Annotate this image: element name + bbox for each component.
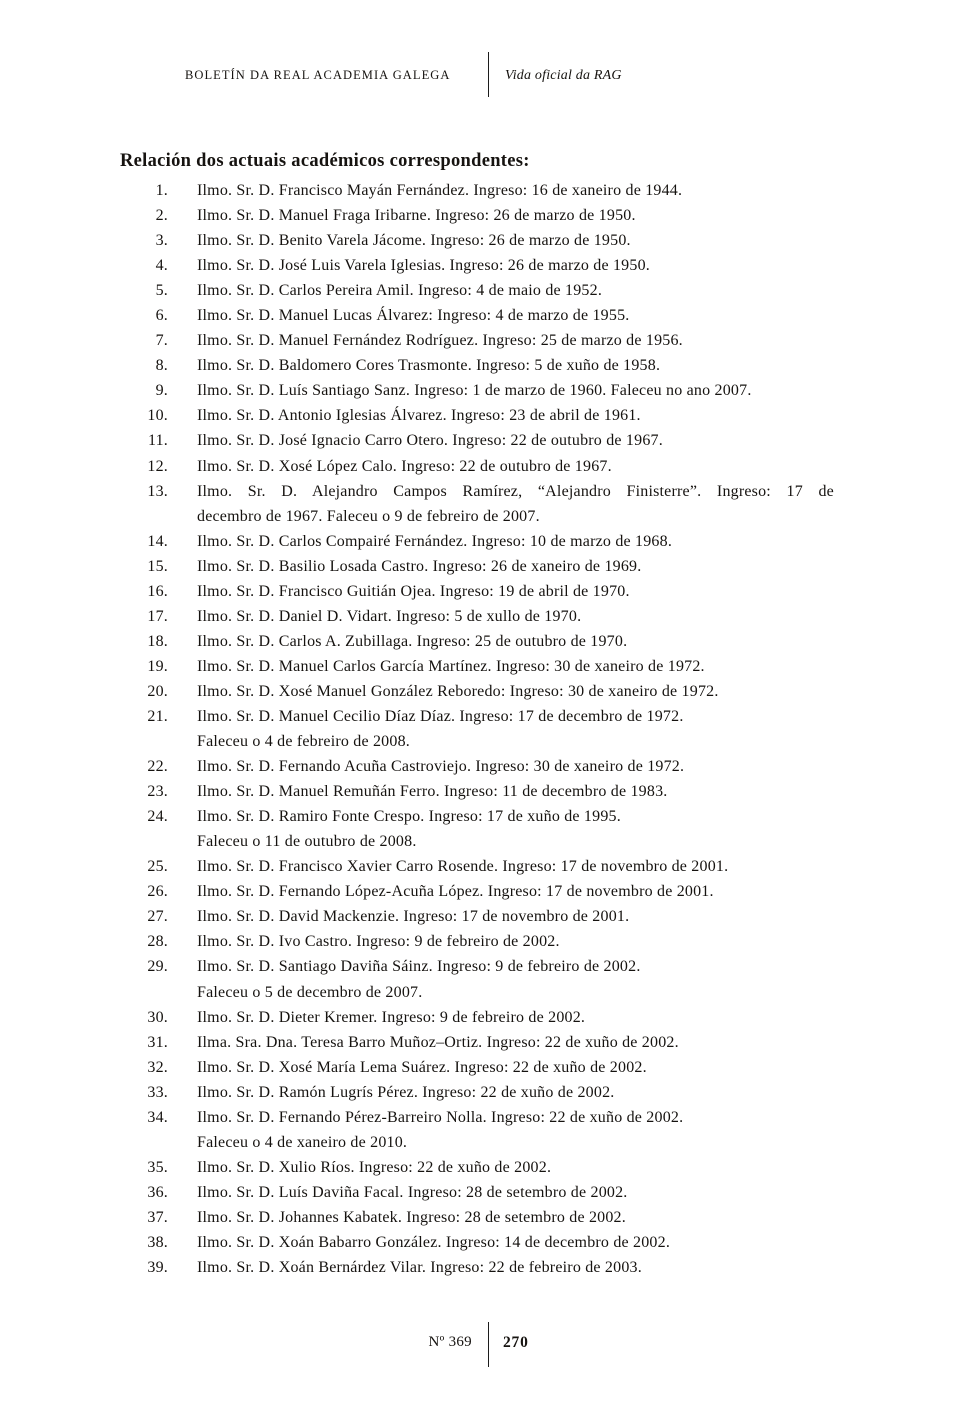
list-item	[120, 1080, 834, 1105]
list-item	[120, 1155, 834, 1180]
item-number: 10.	[147, 407, 168, 425]
item-number: 38.	[147, 1233, 168, 1251]
list-item	[120, 178, 834, 203]
list-item	[120, 804, 834, 854]
list-item	[120, 754, 834, 779]
list-item	[120, 954, 834, 1004]
list-item	[120, 704, 834, 754]
list-item	[120, 403, 834, 428]
item-line: Ilmo. Sr. D. Santiago Daviña Sáinz. Ingreso: 9 de febreiro de 2002.	[197, 958, 641, 976]
item-number: 21.	[147, 707, 168, 725]
item-line: Ilmo. Sr. D. David Mackenzie. Ingreso: 17 de novembro de 2001.	[197, 908, 630, 926]
item-number: 33.	[147, 1083, 168, 1101]
item-line: Ilmo. Sr. D. Francisco Xavier Carro Rosende. Ingreso: 17 de novembro de 2001.	[197, 858, 729, 876]
section-title: Vida oficial da RAG	[505, 67, 622, 83]
item-text	[197, 178, 834, 203]
item-text	[197, 754, 834, 779]
list-item	[120, 454, 834, 479]
list-item	[120, 303, 834, 328]
item-number: 22.	[147, 758, 168, 776]
item-line: Ilmo. Sr. D. Luís Daviña Facal. Ingreso: 28 de setembro de 2002.	[197, 1183, 628, 1201]
item-text	[197, 1080, 834, 1105]
item-number: 37.	[147, 1208, 168, 1226]
list-item	[120, 428, 834, 453]
item-number: 26.	[147, 883, 168, 901]
list-item	[120, 904, 834, 929]
item-number: 2.	[155, 207, 168, 225]
item-line: Ilmo. Sr. D. Manuel Lucas Álvarez: Ingreso: 4 de marzo de 1955.	[197, 307, 630, 325]
item-number: 17.	[147, 607, 168, 625]
item-text	[197, 353, 834, 378]
item-line: Ilmo. Sr. D. Manuel Carlos García Martínez. Ingreso: 30 de xaneiro de 1972.	[197, 657, 705, 675]
item-number: 9.	[155, 382, 168, 400]
item-line: Ilmo. Sr. D. Johannes Kabatek. Ingreso: 28 de setembro de 2002.	[197, 1208, 626, 1226]
item-text	[197, 779, 834, 804]
item-text	[197, 1255, 834, 1280]
list-item	[120, 929, 834, 954]
item-text	[197, 253, 834, 278]
item-line: Ilmo. Sr. D. Xosé María Lema Suárez. Ingreso: 22 de xuño de 2002.	[197, 1058, 647, 1076]
item-text	[197, 278, 834, 303]
item-number: 25.	[147, 858, 168, 876]
item-number: 20.	[147, 682, 168, 700]
item-text	[197, 679, 834, 704]
item-number: 3.	[155, 232, 168, 250]
journal-title: BOLETÍN DA REAL ACADEMIA GALEGA	[185, 68, 451, 82]
item-line: Ilmo. Sr. D. Ramón Lugrís Pérez. Ingreso: 22 de xuño de 2002.	[197, 1083, 615, 1101]
item-text	[197, 804, 834, 854]
item-text	[197, 203, 834, 228]
list-item	[120, 1180, 834, 1205]
item-line: Ilma. Sra. Dna. Teresa Barro Muñoz–Ortiz. Ingreso: 22 de xuño de 2002.	[197, 1033, 679, 1051]
list-item	[120, 1105, 834, 1155]
item-line: Ilmo. Sr. D. Francisco Guitián Ojea. Ingreso: 19 de abril de 1970.	[197, 582, 630, 600]
item-line: Ilmo. Sr. D. Manuel Remuñán Ferro. Ingreso: 11 de decembro de 1983.	[197, 783, 668, 801]
item-number: 16.	[147, 582, 168, 600]
item-line: Ilmo. Sr. D. Xoán Bernárdez Vilar. Ingreso: 22 de febreiro de 2003.	[197, 1259, 642, 1277]
item-number: 13.	[147, 482, 168, 500]
item-line: Ilmo. Sr. D. Xosé López Calo. Ingreso: 22 de outubro de 1967.	[197, 457, 612, 475]
footer-divider	[488, 1322, 489, 1367]
list-item	[120, 654, 834, 679]
item-text	[197, 479, 834, 529]
page-title: Relación dos actuais académicos correspondentes:	[120, 151, 530, 171]
list-item	[120, 604, 834, 629]
item-text	[197, 1180, 834, 1205]
item-line: Ilmo. Sr. D. Antonio Iglesias Álvarez. Ingreso: 23 de abril de 1961.	[197, 407, 641, 425]
item-text	[197, 1230, 834, 1255]
item-number: 39.	[147, 1259, 168, 1277]
item-line: Ilmo. Sr. D. José Luis Varela Iglesias. Ingreso: 26 de marzo de 1950.	[197, 257, 650, 275]
item-line: Ilmo. Sr. D. Fernando Acuña Castroviejo. Ingreso: 30 de xaneiro de 1972.	[197, 758, 685, 776]
item-number: 34.	[147, 1108, 168, 1126]
item-text	[197, 228, 834, 253]
item-text	[197, 1205, 834, 1230]
list-item	[120, 854, 834, 879]
list-item	[120, 679, 834, 704]
header-divider	[488, 52, 489, 97]
item-line: Faleceu o 4 de xaneiro de 2010.	[197, 1133, 408, 1151]
item-line: Faleceu o 4 de febreiro de 2008.	[197, 733, 410, 751]
list-item	[120, 278, 834, 303]
item-text	[197, 1055, 834, 1080]
item-number: 28.	[147, 933, 168, 951]
item-line: Ilmo. Sr. D. Ramiro Fonte Crespo. Ingreso: 17 de xuño de 1995.	[197, 808, 621, 826]
item-line: Faleceu o 5 de decembro de 2007.	[197, 983, 423, 1001]
list-item	[120, 529, 834, 554]
item-line: decembro de 1967. Faleceu o 9 de febreiro de 2007.	[197, 507, 540, 525]
item-line: Ilmo. Sr. D. Dieter Kremer. Ingreso: 9 de febreiro de 2002.	[197, 1008, 586, 1026]
item-line: Ilmo. Sr. D. Manuel Fernández Rodríguez. Ingreso: 25 de marzo de 1956.	[197, 332, 683, 350]
item-number: 30.	[147, 1008, 168, 1026]
item-number: 6.	[155, 307, 168, 325]
item-text	[197, 704, 834, 754]
item-text	[197, 454, 834, 479]
list-item	[120, 1255, 834, 1280]
item-line: Ilmo. Sr. D. Manuel Fraga Iribarne. Ingreso: 26 de marzo de 1950.	[197, 207, 636, 225]
item-text	[197, 1105, 834, 1155]
list-item	[120, 579, 834, 604]
item-text	[197, 904, 834, 929]
academics-list	[120, 178, 834, 1280]
item-number: 24.	[147, 808, 168, 826]
list-item	[120, 879, 834, 904]
page-number: 270	[503, 1333, 529, 1351]
item-line: Ilmo. Sr. D. Xulio Ríos. Ingreso: 22 de xuño de 2002.	[197, 1158, 552, 1176]
item-line: Ilmo. Sr. D. Daniel D. Vidart. Ingreso: 5 de xullo de 1970.	[197, 607, 582, 625]
item-text	[197, 403, 834, 428]
item-number: 7.	[155, 332, 168, 350]
list-item	[120, 554, 834, 579]
item-line: Ilmo. Sr. D. Baldomero Cores Trasmonte. Ingreso: 5 de xuño de 1958.	[197, 357, 661, 375]
item-number: 29.	[147, 958, 168, 976]
item-line: Ilmo. Sr. D. Fernando Pérez-Barreiro Nolla. Ingreso: 22 de xuño de 2002.	[197, 1108, 684, 1126]
item-line: Ilmo. Sr. D. Carlos Pereira Amil. Ingreso: 4 de maio de 1952.	[197, 282, 603, 300]
list-item	[120, 1230, 834, 1255]
item-number: 15.	[147, 557, 168, 575]
list-item	[120, 1055, 834, 1080]
list-item	[120, 1030, 834, 1055]
item-text	[197, 428, 834, 453]
item-text	[197, 879, 834, 904]
item-text	[197, 954, 834, 1004]
item-number: 18.	[147, 632, 168, 650]
item-line: Ilmo. Sr. D. Basilio Losada Castro. Ingreso: 26 de xaneiro de 1969.	[197, 557, 642, 575]
item-text	[197, 529, 834, 554]
list-item	[120, 253, 834, 278]
item-line: Ilmo. Sr. D. José Ignacio Carro Otero. Ingreso: 22 de outubro de 1967.	[197, 432, 663, 450]
list-item	[120, 328, 834, 353]
item-line: Ilmo. Sr. D. Manuel Cecilio Díaz Díaz. Ingreso: 17 de decembro de 1972.	[197, 707, 684, 725]
item-number: 12.	[147, 457, 168, 475]
item-text	[197, 1030, 834, 1055]
item-number: 19.	[147, 657, 168, 675]
item-text	[197, 303, 834, 328]
item-line: Ilmo. Sr. D. Luís Santiago Sanz. Ingreso: 1 de marzo de 1960. Faleceu no ano 2007.	[197, 382, 752, 400]
list-item	[120, 203, 834, 228]
item-line: Ilmo. Sr. D. Ivo Castro. Ingreso: 9 de febreiro de 2002.	[197, 933, 560, 951]
list-item	[120, 353, 834, 378]
item-number: 32.	[147, 1058, 168, 1076]
item-text	[197, 854, 834, 879]
item-line: Ilmo. Sr. D. Francisco Mayán Fernández. Ingreso: 16 de xaneiro de 1944.	[197, 182, 683, 199]
item-line: Ilmo. Sr. D. Carlos Compairé Fernández. Ingreso: 10 de marzo de 1968.	[197, 532, 673, 550]
item-number: 5.	[155, 282, 168, 300]
item-text	[197, 554, 834, 579]
item-text	[197, 654, 834, 679]
item-number: 14.	[147, 532, 168, 550]
item-text	[197, 604, 834, 629]
item-line: Ilmo. Sr. D. Alejandro Campos Ramírez, “Alejandro Finisterre”. Ingreso: 17 de	[197, 482, 834, 500]
item-text	[197, 929, 834, 954]
item-number: 4.	[155, 257, 168, 275]
item-number: 1.	[155, 182, 168, 199]
item-text	[197, 629, 834, 654]
item-text	[197, 328, 834, 353]
list-item	[120, 629, 834, 654]
list-item	[120, 378, 834, 403]
item-text	[197, 378, 834, 403]
item-line: Ilmo. Sr. D. Xosé Manuel González Reboredo: Ingreso: 30 de xaneiro de 1972.	[197, 682, 719, 700]
list-item	[120, 1005, 834, 1030]
item-number: 11.	[147, 432, 168, 450]
list-item	[120, 479, 834, 529]
item-number: 35.	[147, 1158, 168, 1176]
item-line: Ilmo. Sr. D. Carlos A. Zubillaga. Ingreso: 25 de outubro de 1970.	[197, 632, 628, 650]
item-text	[197, 579, 834, 604]
item-line: Ilmo. Sr. D. Xoán Babarro González. Ingreso: 14 de decembro de 2002.	[197, 1233, 671, 1251]
list-item	[120, 1205, 834, 1230]
item-number: 8.	[155, 357, 168, 375]
item-number: 31.	[147, 1033, 168, 1051]
item-text	[197, 1005, 834, 1030]
issue-number: Nº 369	[428, 1334, 472, 1350]
list-item	[120, 228, 834, 253]
item-line: Ilmo. Sr. D. Fernando López-Acuña López. Ingreso: 17 de novembro de 2001.	[197, 883, 714, 901]
item-number: 27.	[147, 908, 168, 926]
item-line: Faleceu o 11 de outubro de 2008.	[197, 833, 417, 851]
item-number: 23.	[147, 783, 168, 801]
item-line: Ilmo. Sr. D. Benito Varela Jácome. Ingreso: 26 de marzo de 1950.	[197, 232, 631, 250]
item-text	[197, 1155, 834, 1180]
list-item	[120, 779, 834, 804]
item-number: 36.	[147, 1183, 168, 1201]
